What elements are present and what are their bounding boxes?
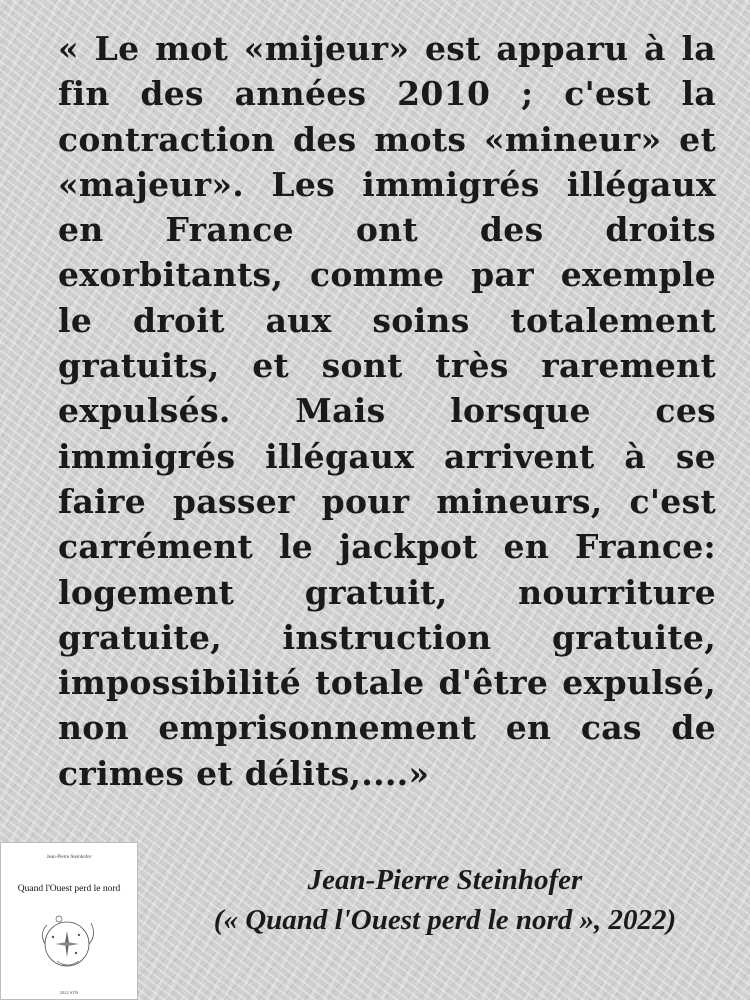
attribution (150, 860, 740, 940)
compass-rose-drawing-icon (29, 911, 113, 973)
quote-text: « Le mot «mijeur» est apparu à la fin des années 2010 ; c'est la contraction des mots «mineur» et «majeur». Les immigrés illégaux en France ont des droits exorbitants, comme par exemple le droit aux soins totalement gratuits, et sont très rarement expulsés. Mais lorsque ces immigrés illégaux arrivent à se faire passer pour mineurs, c'est carrément le jackpot en France: logement gratuit, nourriture gratuite, instruction gratuite, impossibilité totale d'être expulsé, non emprisonnement en cas de crimes et délits,....» (58, 29, 716, 793)
book-cover-footer: 2022 STB (59, 990, 79, 995)
book-cover-author: Jean-Pierre Steinhofer (46, 855, 92, 860)
attribution-source: (« Quand l'Ouest perd le nord », 2022) (213, 904, 677, 936)
attribution-author: Jean-Pierre Steinhofer (307, 864, 583, 896)
book-cover-thumbnail (0, 842, 138, 1000)
book-cover-title: Quand l'Ouest perd le nord (17, 884, 121, 894)
